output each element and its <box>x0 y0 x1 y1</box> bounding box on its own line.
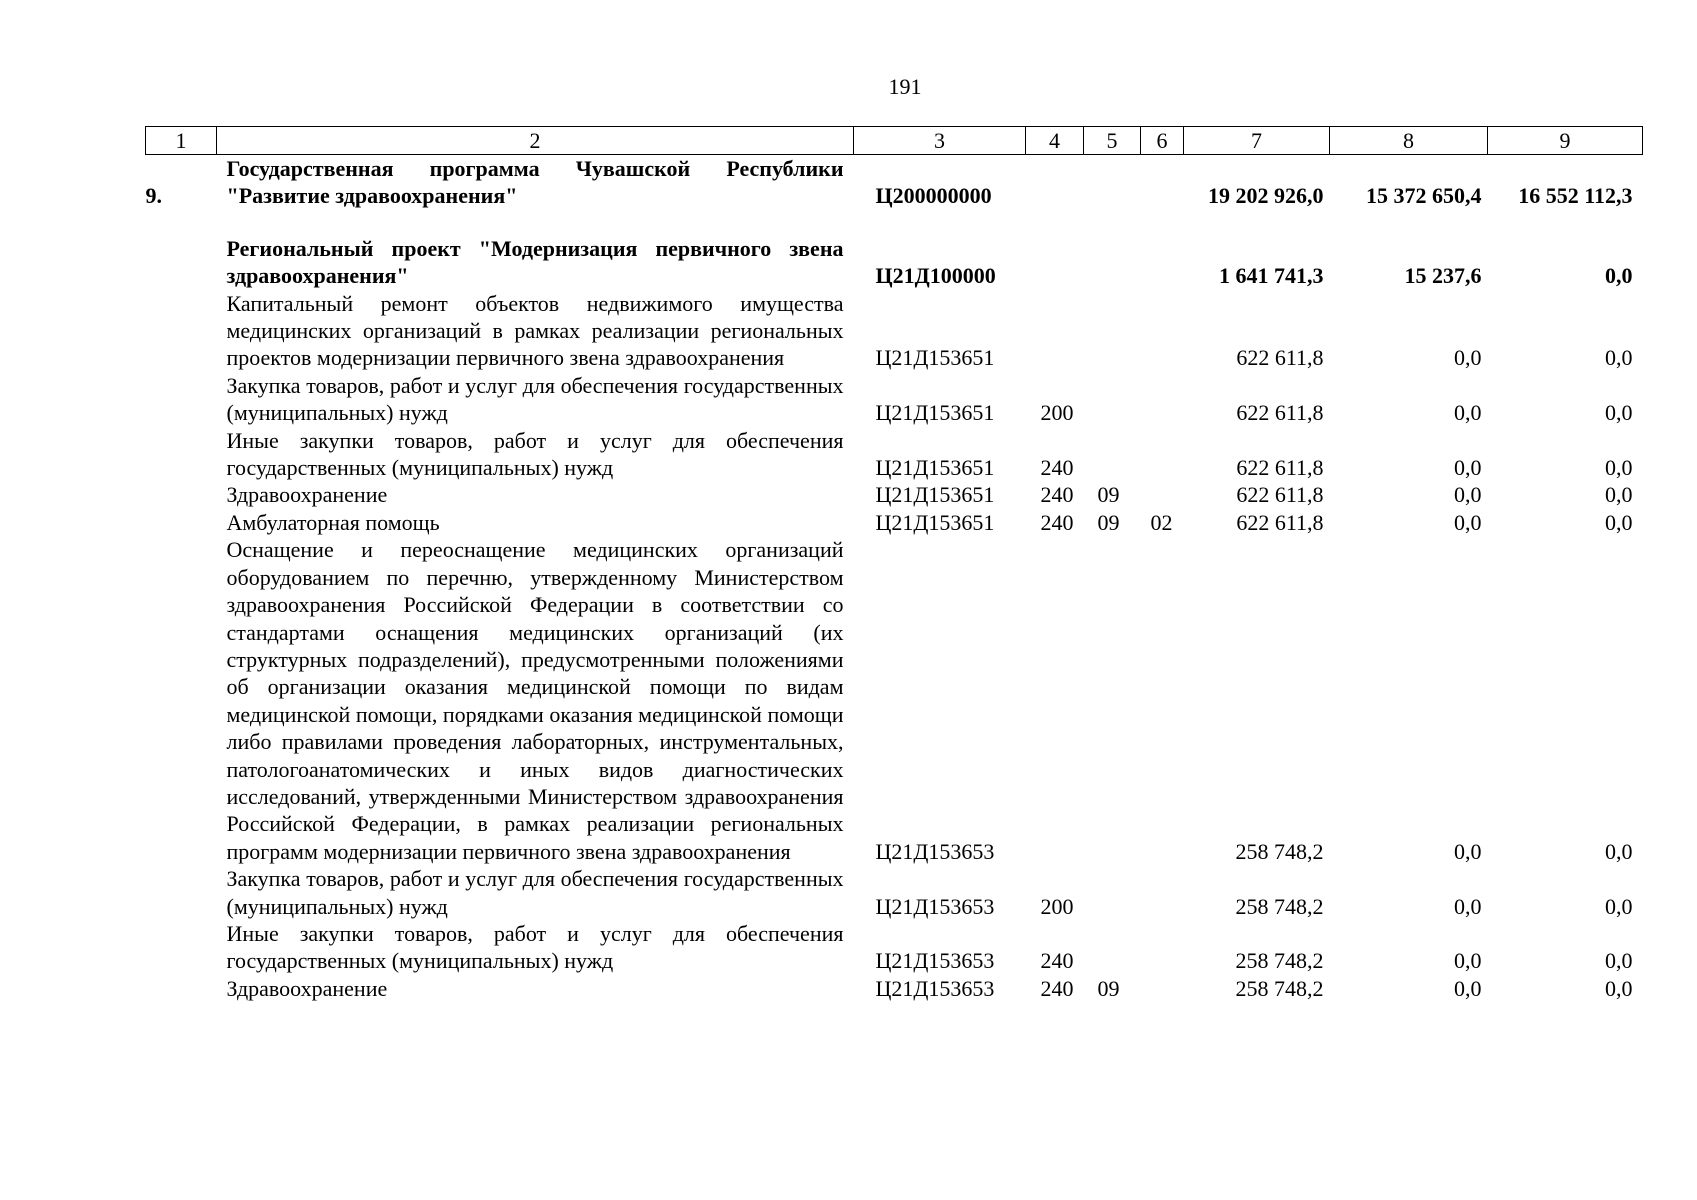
row-number <box>146 290 217 372</box>
amount-column-7: 258 748,2 <box>1235 838 1324 864</box>
row-description: Амбулаторная помощь <box>226 509 440 535</box>
amount-column-8: 15 237,6 <box>1404 263 1482 289</box>
budget-table-container <box>145 126 1642 1002</box>
column-header: 1 <box>146 127 217 155</box>
target-article-code: Ц21Д153653 <box>875 948 995 974</box>
amount-column-7: 622 611,8 <box>1236 455 1324 481</box>
subsection-code <box>1141 865 1184 920</box>
column-number-row <box>146 127 1643 155</box>
amount-column-8: 0,0 <box>1454 455 1482 481</box>
expense-type-code: 200 <box>1040 893 1074 919</box>
section-code <box>1084 235 1141 290</box>
expense-type-code <box>1026 290 1084 372</box>
row-number <box>146 509 217 536</box>
table-row <box>146 975 1643 1002</box>
table-row <box>146 235 1643 290</box>
expense-type-code <box>1026 155 1084 235</box>
amount-column-9: 0,0 <box>1605 482 1633 508</box>
target-article-code: Ц200000000 <box>875 183 992 209</box>
subsection-code <box>1141 372 1184 427</box>
row-description: Здравоохранение <box>226 482 388 508</box>
amount-column-8: 0,0 <box>1454 509 1482 535</box>
table-row <box>146 372 1643 427</box>
section-code <box>1084 372 1141 427</box>
amount-column-9: 0,0 <box>1605 975 1633 1001</box>
row-description: Иные закупки товаров, работ и услуг для обеспечения государственных (муниципальных) нужд <box>226 427 844 481</box>
target-article-code: Ц21Д100000 <box>875 263 996 289</box>
expense-type-code <box>1026 536 1084 865</box>
amount-column-7: 622 611,8 <box>1236 345 1324 371</box>
amount-column-9: 0,0 <box>1605 838 1633 864</box>
section-code: 09 <box>1097 482 1120 508</box>
target-article-code: Ц21Д153653 <box>875 838 995 864</box>
row-number <box>146 920 217 975</box>
subsection-code <box>1141 920 1184 975</box>
amount-column-7: 258 748,2 <box>1235 893 1324 919</box>
table-row <box>146 920 1643 975</box>
amount-column-7: 258 748,2 <box>1235 975 1324 1001</box>
amount-column-8: 15 372 650,4 <box>1366 183 1482 209</box>
table-row <box>146 509 1643 536</box>
subsection-code: 02 <box>1150 509 1173 535</box>
column-header: 6 <box>1141 127 1184 155</box>
row-number <box>146 481 217 508</box>
amount-column-9: 0,0 <box>1605 509 1633 535</box>
section-code <box>1084 536 1141 865</box>
amount-column-8: 0,0 <box>1454 975 1482 1001</box>
target-article-code: Ц21Д153651 <box>875 482 995 508</box>
row-number <box>146 427 217 482</box>
column-header: 4 <box>1026 127 1084 155</box>
row-description: Закупка товаров, работ и услуг для обеспечения государственных (муниципальных) нужд <box>226 372 844 426</box>
page-number: 191 <box>888 74 922 99</box>
amount-column-9: 0,0 <box>1605 345 1633 371</box>
section-code <box>1084 865 1141 920</box>
amount-column-9: 0,0 <box>1605 400 1633 426</box>
section-code <box>1084 427 1141 482</box>
amount-column-8: 0,0 <box>1454 482 1482 508</box>
row-number <box>146 536 217 865</box>
section-code <box>1084 920 1141 975</box>
column-header: 2 <box>217 127 854 155</box>
amount-column-8: 0,0 <box>1454 893 1482 919</box>
section-code: 09 <box>1097 509 1120 535</box>
amount-column-7: 622 611,8 <box>1236 482 1324 508</box>
row-description: Государственная программа Чувашской Республики "Развитие здравоохранения" <box>226 156 844 209</box>
budget-table <box>145 126 1643 1002</box>
amount-column-9: 0,0 <box>1605 948 1633 974</box>
section-code <box>1084 155 1141 235</box>
amount-column-9: 0,0 <box>1605 455 1633 481</box>
column-header: 7 <box>1184 127 1330 155</box>
subsection-code <box>1141 427 1184 482</box>
column-header: 3 <box>854 127 1026 155</box>
target-article-code: Ц21Д153651 <box>875 345 995 371</box>
row-description: Здравоохранение <box>226 975 388 1001</box>
section-code: 09 <box>1097 975 1120 1001</box>
amount-column-8: 0,0 <box>1454 838 1482 864</box>
row-number <box>146 235 217 290</box>
column-header: 9 <box>1488 127 1643 155</box>
amount-column-8: 0,0 <box>1454 400 1482 426</box>
row-number: 9. <box>145 183 162 209</box>
expense-type-code: 200 <box>1040 400 1074 426</box>
amount-column-7: 1 641 741,3 <box>1219 263 1324 289</box>
amount-column-7: 258 748,2 <box>1235 948 1324 974</box>
subsection-code <box>1141 155 1184 235</box>
target-article-code: Ц21Д153651 <box>875 455 995 481</box>
amount-column-9: 0,0 <box>1605 263 1633 289</box>
row-number <box>146 865 217 920</box>
subsection-code <box>1141 536 1184 865</box>
target-article-code: Ц21Д153651 <box>875 509 995 535</box>
table-row <box>146 427 1643 482</box>
row-description: Иные закупки товаров, работ и услуг для обеспечения государственных (муниципальных) нужд <box>226 920 844 974</box>
column-header: 8 <box>1330 127 1488 155</box>
target-article-code: Ц21Д153651 <box>875 400 995 426</box>
row-description: Закупка товаров, работ и услуг для обеспечения государственных (муниципальных) нужд <box>226 866 844 919</box>
subsection-code <box>1141 290 1184 372</box>
row-number <box>146 372 217 427</box>
table-row <box>146 536 1643 865</box>
table-row <box>146 865 1643 920</box>
expense-type-code: 240 <box>1040 509 1074 535</box>
amount-column-7: 622 611,8 <box>1236 400 1324 426</box>
table-row <box>146 481 1643 508</box>
target-article-code: Ц21Д153653 <box>875 975 995 1001</box>
row-description: Капитальный ремонт объектов недвижимого имущества медицинских организаций в рамках реализации региональных проектов модернизации первичного звена здравоохранения <box>226 290 844 371</box>
expense-type-code: 240 <box>1040 455 1074 481</box>
amount-column-7: 19 202 926,0 <box>1208 183 1324 209</box>
table-row <box>146 155 1643 235</box>
section-code <box>1084 290 1141 372</box>
subsection-code <box>1141 481 1184 508</box>
amount-column-8: 0,0 <box>1454 345 1482 371</box>
row-description: Оснащение и переоснащение медицинских организаций оборудованием по перечню, утвержденному Министерством здравоохранения Российской Федерации в соответствии со стандартами оснащения медицинских организаций (их структурных подразделений), предусмотренными положениями об организации оказания медицинской помощи по видам медицинской помощи, порядками оказания медицинской помощи либо правилами проведения лабораторных, инструментальных, патологоанатомических и иных видов диагностических исследований, утвержденными Министерством здравоохранения Российской Федерации, в рамках реализации региональных программ модернизации первичного звена здравоохранения <box>226 537 844 864</box>
amount-column-8: 0,0 <box>1454 948 1482 974</box>
subsection-code <box>1141 235 1184 290</box>
expense-type-code: 240 <box>1040 975 1074 1001</box>
amount-column-9: 0,0 <box>1605 893 1633 919</box>
target-article-code: Ц21Д153653 <box>875 893 995 919</box>
column-header: 5 <box>1084 127 1141 155</box>
expense-type-code: 240 <box>1040 482 1074 508</box>
table-row <box>146 290 1643 372</box>
amount-column-7: 622 611,8 <box>1236 509 1324 535</box>
subsection-code <box>1141 975 1184 1002</box>
amount-column-9: 16 552 112,3 <box>1518 183 1633 209</box>
expense-type-code <box>1026 235 1084 290</box>
table-body <box>146 155 1643 1003</box>
row-number <box>146 975 217 1002</box>
row-description: Региональный проект "Модернизация первичного звена здравоохранения" <box>226 235 844 289</box>
expense-type-code: 240 <box>1040 948 1074 974</box>
